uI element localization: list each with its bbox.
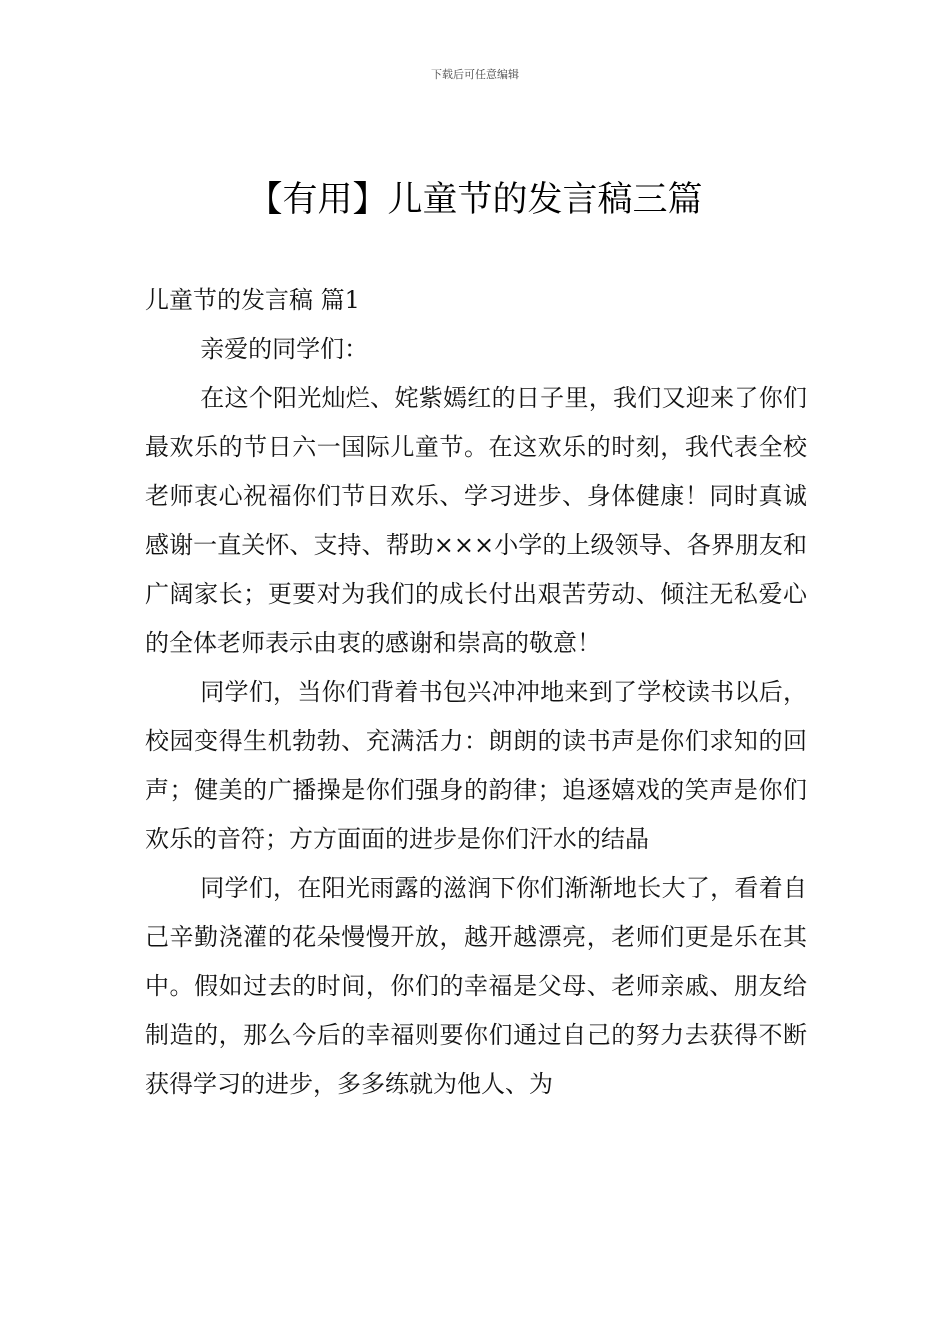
- paragraph-2: 同学们，当你们背着书包兴冲冲地来到了学校读书以后，校园变得生机勃勃、充满活力：朗朗的读书声是你们求知的回声；健美的广播操是你们强身的韵律；追逐嬉戏的笑声是你们欢乐的音符；方方面面的进步是你们汗水的结晶: [145, 678, 807, 853]
- paragraph-1: 在这个阳光灿烂、姹紫嫣红的日子里，我们又迎来了你们最欢乐的节日六一国际儿童节。在这欢乐的时刻，我代表全校老师衷心祝福你们节日欢乐、学习进步、身体健康！同时真诚感谢一直关怀、支持、帮助×××小学的上级领导、各界朋友和广阔家长；更要对为我们的成长付出艰苦劳动、倾注无私爱心的全体老师表示由衷的感谢和崇高的敬意！: [145, 384, 807, 657]
- document-title: 【有用】儿童节的发言稿三篇: [247, 180, 703, 220]
- paragraph-3: 同学们，在阳光雨露的滋润下你们渐渐地长大了，看着自己辛勤浇灌的花朵慢慢开放，越开越漂亮，老师们更是乐在其中。假如过去的时间，你们的幸福是父母、老师亲戚、朋友给制造的，那么今后的幸福则要你们通过自己的努力去获得不断获得学习的进步，多多练就为他人、为: [145, 874, 807, 1098]
- header-note: 下载后可任意编辑: [431, 68, 519, 81]
- document-body: [145, 276, 807, 1109]
- greeting-line: 亲爱的同学们：: [200, 335, 369, 363]
- section-heading: 儿童节的发言稿 篇1: [145, 286, 360, 314]
